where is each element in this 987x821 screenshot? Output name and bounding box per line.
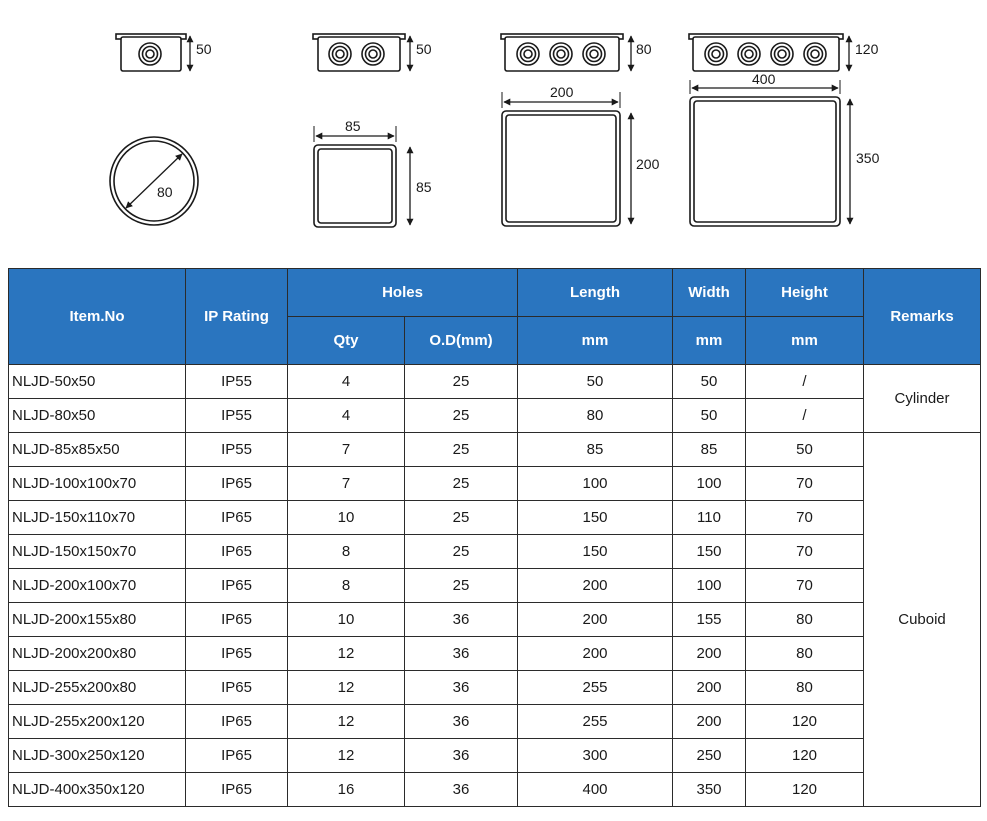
ip-rating-cell: IP65 (186, 535, 288, 569)
height-cell: 70 (746, 569, 864, 603)
item-no-cell: NLJD-200x155x80 (9, 603, 186, 637)
item-no-cell: NLJD-200x200x80 (9, 637, 186, 671)
length-cell: 150 (518, 535, 673, 569)
od-cell: 25 (405, 569, 518, 603)
length-cell: 50 (518, 365, 673, 399)
height-cell: 80 (746, 637, 864, 671)
height-cell: 80 (746, 671, 864, 705)
qty-cell: 12 (288, 671, 405, 705)
qty-cell: 8 (288, 535, 405, 569)
height-cell: 120 (746, 705, 864, 739)
dim-diameter: 80 (157, 184, 173, 200)
height-cell: 80 (746, 603, 864, 637)
table-row (9, 365, 981, 399)
table-row (9, 399, 981, 433)
header-qty: Qty (288, 317, 405, 365)
width-cell: 150 (673, 535, 746, 569)
od-cell: 25 (405, 535, 518, 569)
item-no-cell: NLJD-50x50 (9, 365, 186, 399)
header-item-no: Item.No (9, 269, 186, 365)
ip-rating-cell: IP55 (186, 365, 288, 399)
table-row (9, 773, 981, 807)
length-cell: 150 (518, 501, 673, 535)
qty-cell: 12 (288, 705, 405, 739)
item-no-cell: NLJD-255x200x120 (9, 705, 186, 739)
ip-rating-cell: IP65 (186, 637, 288, 671)
item-no-cell: NLJD-300x250x120 (9, 739, 186, 773)
length-cell: 200 (518, 637, 673, 671)
product-drawings (0, 0, 987, 250)
qty-cell: 4 (288, 399, 405, 433)
item-no-cell: NLJD-255x200x80 (9, 671, 186, 705)
length-cell: 400 (518, 773, 673, 807)
height-cell: 70 (746, 501, 864, 535)
qty-cell: 4 (288, 365, 405, 399)
table-row (9, 535, 981, 569)
item-no-cell: NLJD-85x85x50 (9, 433, 186, 467)
qty-cell: 12 (288, 739, 405, 773)
table-row (9, 569, 981, 603)
od-cell: 25 (405, 467, 518, 501)
height-cell: 120 (746, 773, 864, 807)
header-holes: Holes (288, 269, 518, 317)
width-cell: 350 (673, 773, 746, 807)
width-cell: 155 (673, 603, 746, 637)
table-row (9, 603, 981, 637)
item-no-cell: NLJD-100x100x70 (9, 467, 186, 501)
height-cell: 70 (746, 535, 864, 569)
width-cell: 100 (673, 569, 746, 603)
width-cell: 200 (673, 637, 746, 671)
table-row (9, 705, 981, 739)
width-cell: 250 (673, 739, 746, 773)
table-body (9, 365, 981, 807)
header-remarks: Remarks (864, 269, 981, 365)
length-cell: 255 (518, 705, 673, 739)
header-od: O.D(mm) (405, 317, 518, 365)
height-cell: 70 (746, 467, 864, 501)
length-cell: 300 (518, 739, 673, 773)
header-width-unit: mm (673, 317, 746, 365)
length-cell: 85 (518, 433, 673, 467)
remark-cuboid: Cuboid (864, 433, 981, 807)
header-height-unit: mm (746, 317, 864, 365)
table-row (9, 671, 981, 705)
width-cell: 200 (673, 671, 746, 705)
od-cell: 36 (405, 637, 518, 671)
qty-cell: 8 (288, 569, 405, 603)
spec-table (8, 268, 981, 807)
dim-height-1: 50 (196, 41, 212, 57)
header-height: Height (746, 269, 864, 317)
od-cell: 25 (405, 433, 518, 467)
item-no-cell: NLJD-80x50 (9, 399, 186, 433)
ip-rating-cell: IP65 (186, 569, 288, 603)
table-row (9, 467, 981, 501)
ip-rating-cell: IP55 (186, 433, 288, 467)
header-ip-rating: IP Rating (186, 269, 288, 365)
od-cell: 36 (405, 739, 518, 773)
ip-rating-cell: IP65 (186, 467, 288, 501)
length-cell: 100 (518, 467, 673, 501)
header-length: Length (518, 269, 673, 317)
item-no-cell: NLJD-150x110x70 (9, 501, 186, 535)
table-row (9, 433, 981, 467)
ip-rating-cell: IP65 (186, 671, 288, 705)
length-cell: 200 (518, 603, 673, 637)
dim-length-85: 85 (345, 118, 361, 134)
side-view-4-holes (689, 34, 849, 71)
header-width: Width (673, 269, 746, 317)
qty-cell: 12 (288, 637, 405, 671)
remark-cylinder: Cylinder (864, 365, 981, 433)
od-cell: 36 (405, 671, 518, 705)
od-cell: 25 (405, 399, 518, 433)
dim-width-85: 85 (416, 179, 432, 195)
width-cell: 200 (673, 705, 746, 739)
table-row (9, 637, 981, 671)
ip-rating-cell: IP55 (186, 399, 288, 433)
table-row (9, 739, 981, 773)
ip-rating-cell: IP65 (186, 603, 288, 637)
width-cell: 50 (673, 365, 746, 399)
side-view-1-hole (116, 34, 190, 71)
item-no-cell: NLJD-200x100x70 (9, 569, 186, 603)
dim-height-3: 80 (636, 41, 652, 57)
od-cell: 36 (405, 705, 518, 739)
dim-width-200: 200 (636, 156, 660, 172)
od-cell: 36 (405, 773, 518, 807)
height-cell: / (746, 365, 864, 399)
ip-rating-cell: IP65 (186, 705, 288, 739)
header-length-unit: mm (518, 317, 673, 365)
dim-height-4: 120 (855, 41, 879, 57)
width-cell: 50 (673, 399, 746, 433)
item-no-cell: NLJD-150x150x70 (9, 535, 186, 569)
height-cell: 50 (746, 433, 864, 467)
width-cell: 100 (673, 467, 746, 501)
table-row (9, 501, 981, 535)
qty-cell: 10 (288, 501, 405, 535)
ip-rating-cell: IP65 (186, 773, 288, 807)
length-cell: 80 (518, 399, 673, 433)
length-cell: 200 (518, 569, 673, 603)
ip-rating-cell: IP65 (186, 501, 288, 535)
height-cell: 120 (746, 739, 864, 773)
top-view-square-85 (314, 126, 410, 227)
od-cell: 25 (405, 365, 518, 399)
top-view-square-200 (502, 92, 631, 226)
dim-height-2: 50 (416, 41, 432, 57)
dim-length-400: 400 (752, 71, 776, 87)
side-view-3-holes (501, 34, 631, 71)
dim-width-350: 350 (856, 150, 880, 166)
item-no-cell: NLJD-400x350x120 (9, 773, 186, 807)
qty-cell: 10 (288, 603, 405, 637)
ip-rating-cell: IP65 (186, 739, 288, 773)
side-view-2-holes (313, 34, 410, 71)
top-view-circle (110, 137, 198, 225)
od-cell: 36 (405, 603, 518, 637)
qty-cell: 7 (288, 467, 405, 501)
qty-cell: 7 (288, 433, 405, 467)
dim-length-200: 200 (550, 84, 574, 100)
width-cell: 110 (673, 501, 746, 535)
width-cell: 85 (673, 433, 746, 467)
qty-cell: 16 (288, 773, 405, 807)
top-view-rect-400 (690, 80, 850, 226)
od-cell: 25 (405, 501, 518, 535)
length-cell: 255 (518, 671, 673, 705)
height-cell: / (746, 399, 864, 433)
